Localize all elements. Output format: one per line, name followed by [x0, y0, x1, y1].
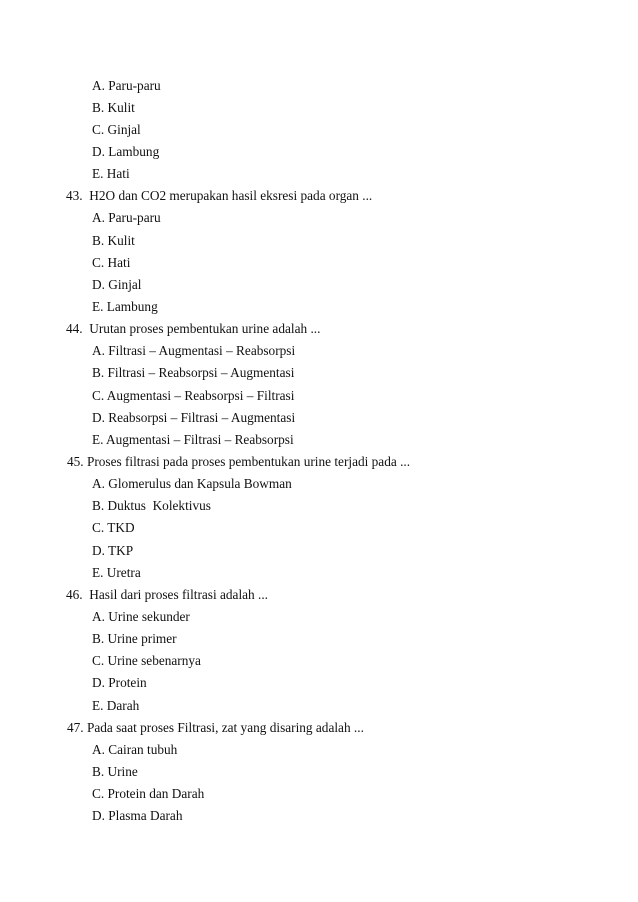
option-line: E. Hati [92, 166, 130, 181]
question-44: 44. Urutan proses pembentukan urine adalah ... [66, 321, 321, 336]
question-46: 46. Hasil dari proses filtrasi adalah ... [66, 587, 268, 602]
option-line: B. Urine primer [92, 631, 177, 646]
option-line: B. Kulit [92, 100, 135, 115]
option-line: C. Ginjal [92, 122, 141, 137]
option-line: A. Glomerulus dan Kapsula Bowman [92, 476, 292, 491]
option-line: E. Uretra [92, 565, 141, 580]
option-line: A. Cairan tubuh [92, 742, 178, 757]
option-line: A. Paru-paru [92, 78, 161, 93]
option-line: D. Lambung [92, 144, 160, 159]
option-line: D. Plasma Darah [92, 808, 183, 823]
option-line: B. Urine [92, 764, 138, 779]
option-line: E. Lambung [92, 299, 158, 314]
option-line: B. Kulit [92, 233, 135, 248]
option-line: D. TKP [92, 543, 134, 558]
question-45: 45. Proses filtrasi pada proses pembentukan urine terjadi pada ... [67, 454, 411, 469]
option-line: C. Hati [92, 255, 131, 270]
option-line: A. Filtrasi – Augmentasi – Reabsorpsi [92, 343, 296, 358]
question-43: 43. H2O dan CO2 merupakan hasil eksresi pada organ ... [66, 188, 373, 203]
option-line: D. Protein [92, 675, 147, 690]
option-line: C. Protein dan Darah [92, 786, 205, 801]
option-line: E. Augmentasi – Filtrasi – Reabsorpsi [92, 432, 294, 447]
option-line: D. Reabsorpsi – Filtrasi – Augmentasi [92, 410, 296, 425]
option-line: D. Ginjal [92, 277, 142, 292]
option-line: B. Duktus Kolektivus [92, 498, 211, 513]
option-line: E. Darah [92, 698, 140, 713]
option-line: C. Urine sebenarnya [92, 653, 201, 668]
question-47: 47. Pada saat proses Filtrasi, zat yang disaring adalah ... [67, 720, 364, 735]
option-line: C. TKD [92, 520, 135, 535]
option-line: A. Urine sekunder [92, 609, 190, 624]
option-line: C. Augmentasi – Reabsorpsi – Filtrasi [92, 388, 295, 403]
option-line: B. Filtrasi – Reabsorpsi – Augmentasi [92, 365, 295, 380]
option-line: A. Paru-paru [92, 210, 161, 225]
